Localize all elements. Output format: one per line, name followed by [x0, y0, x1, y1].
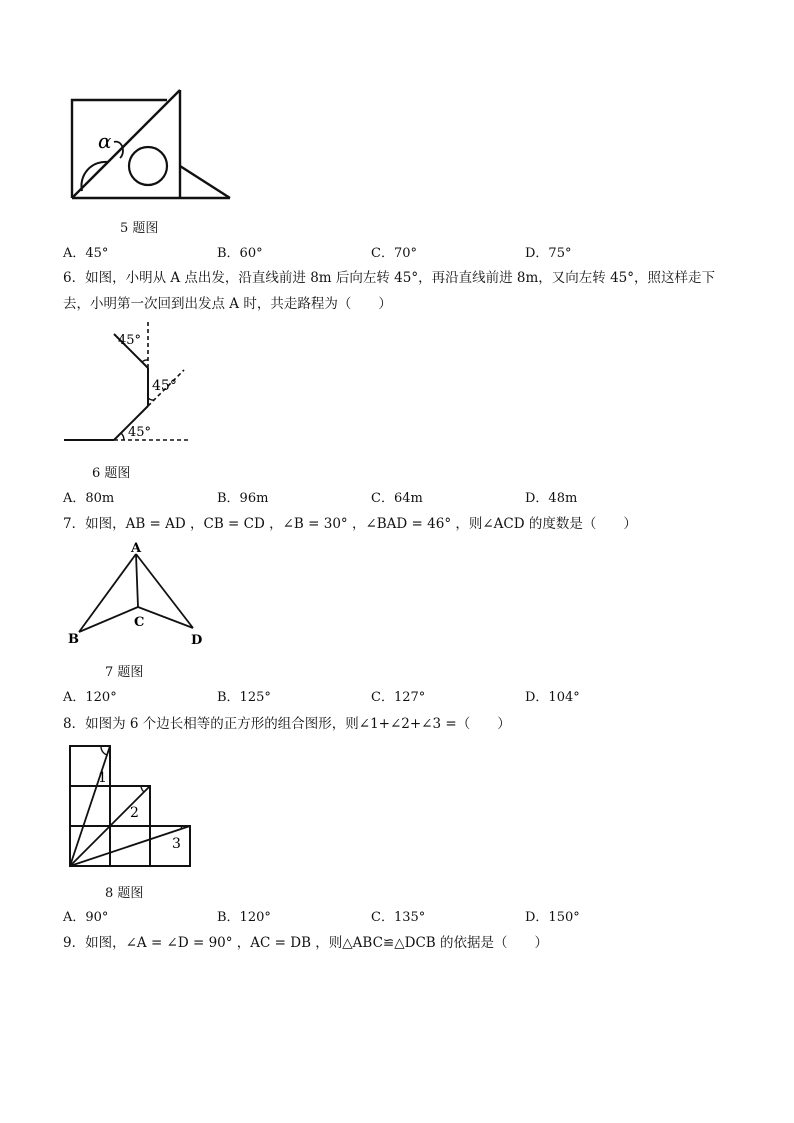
figure-6-caption: 6 题图	[92, 466, 131, 481]
q8-option-c: C．135°	[371, 910, 426, 925]
q5-option-a: A．45°	[63, 246, 109, 261]
q6-option-c: C．64m	[371, 491, 423, 506]
q8-text: 8．如图为 6 个边长相等的正方形的组合图形，则∠1+∠2+∠3 =（ ）	[63, 716, 511, 732]
figure-8-angle-2: 2	[130, 805, 139, 821]
q6-option-d: D．48m	[525, 491, 578, 506]
figure-7-diagram	[64, 540, 214, 650]
q8-option-a: A．90°	[63, 910, 109, 925]
figure-7-point-d: D	[191, 633, 203, 648]
q9-text: 9．如图，∠A = ∠D = 90° ，AC = DB ，则△ABC≌△DCB 的依据是（ ）	[63, 935, 548, 951]
figure-5-alpha-label: α	[98, 129, 112, 153]
figure-5-caption: 5 题图	[120, 221, 159, 236]
figure-6-angle-label-bottom: 45°	[128, 425, 152, 440]
q5-option-b: B．60°	[217, 246, 263, 261]
q7-option-d: D．104°	[525, 690, 580, 705]
figure-8-caption: 8 题图	[105, 886, 144, 901]
q5-option-c: C．70°	[371, 246, 417, 261]
q5-option-d: D．75°	[525, 246, 572, 261]
figure-7-point-a: A	[131, 541, 142, 556]
figure-8-angle-1: 1	[98, 770, 107, 786]
q7-text: 7．如图，AB = AD ，CB = CD ，∠B = 30° ，∠BAD = 46° ，则∠ACD 的度数是（ ）	[63, 516, 637, 532]
q8-option-b: B．120°	[217, 910, 271, 925]
q7-option-a: A．120°	[63, 690, 117, 705]
q8-option-d: D．150°	[525, 910, 580, 925]
figure-7-point-c: C	[134, 615, 145, 630]
figure-8-diagram	[64, 742, 198, 874]
figure-5-diagram	[62, 86, 242, 206]
figure-6-diagram	[62, 318, 202, 446]
q7-option-b: B．125°	[217, 690, 271, 705]
figure-6-angle-label-top: 45°	[118, 333, 142, 348]
q6-option-a: A．80m	[63, 491, 115, 506]
figure-6-angle-label-middle: 45°	[152, 378, 177, 394]
q7-option-c: C．127°	[371, 690, 426, 705]
figure-7-caption: 7 题图	[105, 665, 144, 680]
figure-8-angle-3: 3	[172, 836, 181, 852]
figure-7-point-b: B	[68, 632, 79, 647]
q6-option-b: B．96m	[217, 491, 269, 506]
q6-text-line2: 去，小明第一次回到出发点 A 时，共走路程为（ ）	[63, 296, 392, 312]
q6-text-line1: 6．如图，小明从 A 点出发，沿直线前进 8m 后向左转 45°，再沿直线前进 8m，又向左转 45°，照这样走下	[63, 270, 716, 286]
